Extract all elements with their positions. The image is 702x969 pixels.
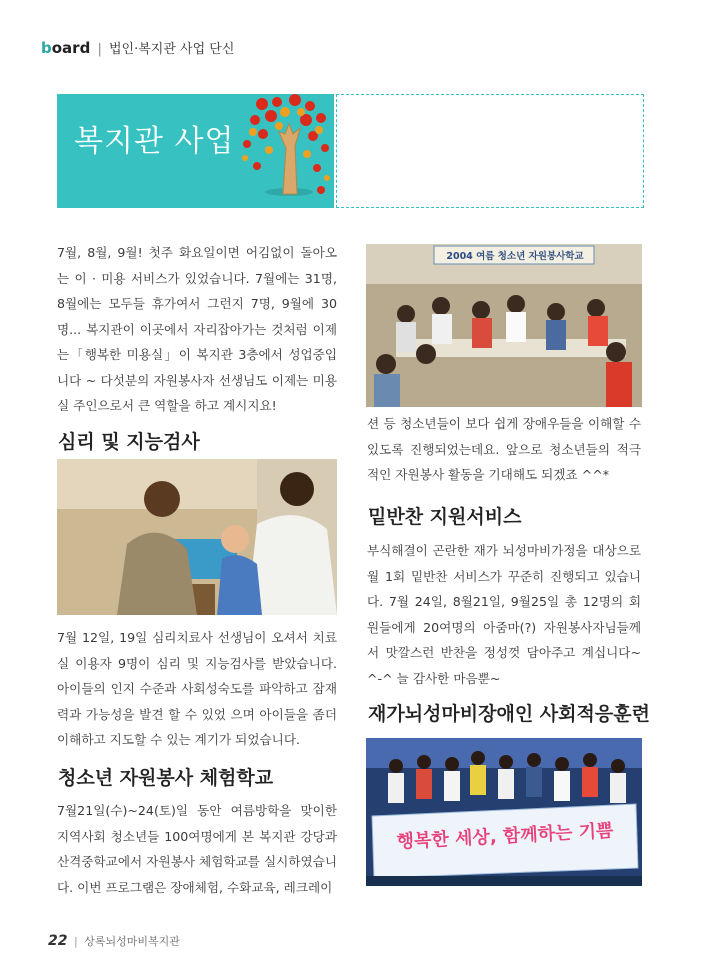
section1-text: 7월 12일, 19일 심리치료사 선생님이 오셔서 치료실 이용자 9명이 심리 및 지능검사를 받았습니다. 아이들의 인지 수준과 사회성숙도를 파악하고 잠재력과 가능성을 발견 할 수 있었 으며 아이들을 좀더 이해하고 지도할 수 있는 계기가 되었습니다. xyxy=(57,630,337,747)
section4-title: 재가뇌성마비장애인 사회적응훈련 xyxy=(368,703,650,725)
volunteer-photo-banner: 2004 여름 청소년 자원봉사학교 xyxy=(446,251,584,262)
training-photo-banner: 행복한 세상, 함께하는 기쁨 xyxy=(396,820,614,853)
header-section: 법인·복지관 사업 단신 xyxy=(108,42,235,57)
section1-title: 심리 및 지능검사 xyxy=(58,431,200,453)
section3-title: 밑반찬 지원서비스 xyxy=(368,506,522,528)
page-header xyxy=(41,38,234,57)
section2-continued: 션 등 청소년들이 보다 쉽게 장애우들을 이해할 수 있도록 진행되었는데요. 앞으로 청소년들의 적극적인 자원봉사 활동을 기대해도 되겠죠 ^^* xyxy=(367,416,641,482)
footer-org: 상록뇌성마비복지관 xyxy=(84,935,180,948)
section3-text: 부식해결이 곤란한 재가 뇌성마비가정을 대상으로 월 1회 밑반찬 서비스가 꾸준히 진행되고 있습니다. 7월 24일, 8월21일, 9월25일 총 12명의 회원들에게 20여명의 아줌마(?) 자원봉사자님들께서 맛깔스런 반찬을 정성껏 담아주고 계십니다~ ^-^ 늘 감사한 마음뿐~ xyxy=(367,543,641,686)
header-brand: board xyxy=(41,39,91,57)
banner-title: 복지관 사업 xyxy=(74,124,235,159)
section-banner xyxy=(57,94,334,208)
section2-title: 청소년 자원봉사 체험학교 xyxy=(58,767,274,789)
tree-illustration xyxy=(57,94,334,208)
header-divider: | xyxy=(97,42,102,57)
page-footer xyxy=(48,933,180,949)
section2-text: 7월21일(수)~24(토)일 동안 여름방학을 맞이한 지역사회 청소년들 100여명에게 본 복지관 강당과 산격중학교에서 자원봉사 체험학교를 실시하였습니다. 이번 프로그램은 장애체험, 수화교육, 레크레이 xyxy=(57,803,337,895)
page-number: 22 xyxy=(48,933,68,949)
psych-test-photo xyxy=(57,459,337,615)
intro-text: 7월, 8월, 9월! 첫주 화요일이면 어김없이 돌아오는 이 · 미용 서비스가 있었습니다. 7월에는 31명, 8월에는 모두들 휴가여서 그런지 7명, 9월에 30명... 복지관이 이곳에서 자리잡아가는 것처럼 이제는「행복한 미용실」이 복지관 3층에서 성업중입니다 ~ 다섯분의 자원봉사자 선생님도 이제는 미용실 주인으로서 큰 역할을 하고 계시지요! xyxy=(57,245,337,413)
footer-divider: | xyxy=(73,935,78,948)
volunteer-school-photo xyxy=(366,244,642,407)
social-training-photo xyxy=(366,738,642,886)
banner-dashed-box xyxy=(336,94,644,208)
